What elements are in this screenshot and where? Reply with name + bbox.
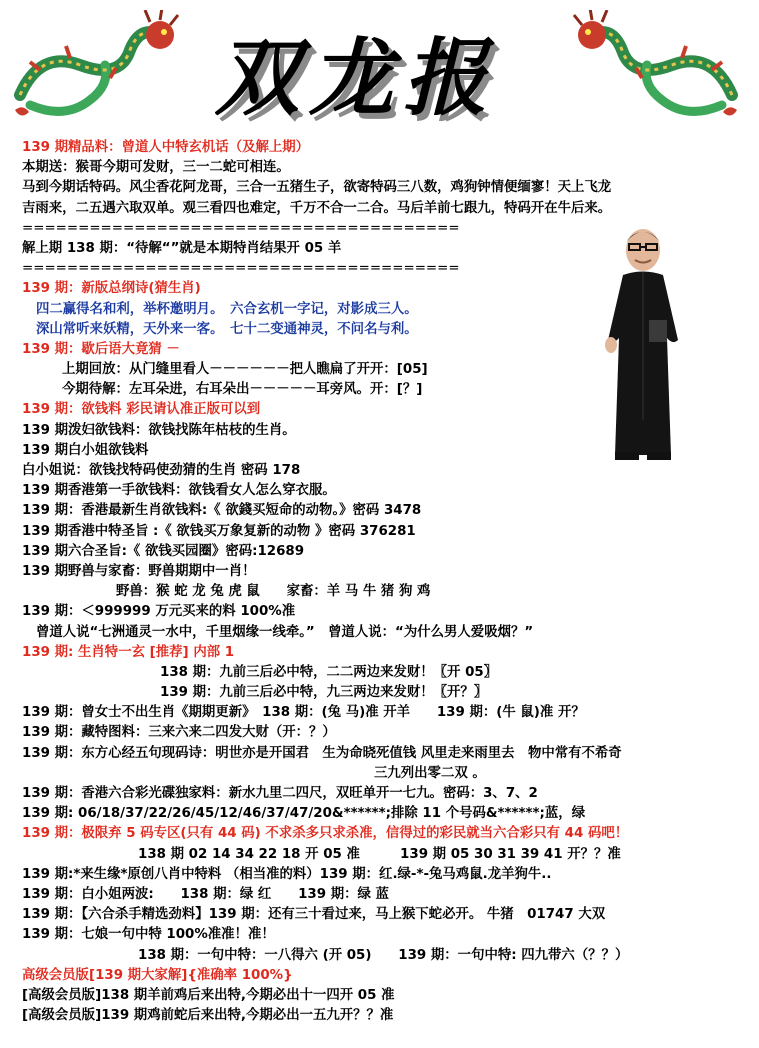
header-banner bbox=[0, 0, 759, 135]
text-line: 139 期: 生肖特一玄 [推荐] 内部 1 bbox=[22, 644, 235, 660]
text-line: 139 期：香港最新生肖欲钱料:《 欲錢买短命的动物。》密码 3478 bbox=[22, 503, 422, 519]
text-line: 本期送：猴哥今期可发财，三一二蛇可相连。 bbox=[22, 160, 290, 176]
text-line: 高级会员版[139 期大家解]{准确率 100%} bbox=[22, 967, 293, 983]
article-body bbox=[22, 138, 722, 1026]
text-line: 139 期：白小姐两波: 138 期：绿 红 139 期：绿 蓝 bbox=[22, 886, 389, 902]
text-line: 139 期：九前三后必中特，九三两边来发财！〖开？〗 bbox=[160, 685, 488, 701]
text-line: [高级会员版]138 期羊前鸡后来出特,今期必出十一四开 05 准 bbox=[22, 987, 395, 1003]
text-line: 四二赢得名和利，举杯邀明月。 六合玄机一字记，对影成三人。 bbox=[36, 301, 418, 317]
text-line: 曾道人说“七洲通灵一水中，千里烟缘一线牵。” 曾道人说：“为什么男人爱吸烟？” bbox=[36, 624, 534, 640]
text-line: [高级会员版]139 期鸡前蛇后来出特,今期必出一五九开？？准 bbox=[22, 1008, 394, 1024]
text-line: 白小姐说：欲钱找特码使劲猜的生肖 密码 178 bbox=[22, 463, 301, 478]
text-line: 139 期：新版总纲诗(猜生肖) bbox=[22, 281, 201, 297]
text-line: 上期回放：从门缝里看人－－－－－－把人瞧扁了开开：[05] bbox=[62, 362, 428, 378]
text-line: 139 期泼妇欲钱料：欲钱找陈年枯枝的生肖。 bbox=[22, 422, 296, 438]
text-line: 139 期: 06/18/37/22/26/45/12/46/37/47/20&******;排除 11 个号码&******;蓝，绿 bbox=[22, 806, 586, 822]
text-line: 138 期：一句中特：一八得六 (开 05) 139 期：一句中特: 四九带六（？？） bbox=[138, 947, 629, 963]
text-line: 139 期：香港六合彩光碟独家料：新水九里二四尺，双旺单开一七九。密码：3、7、2 bbox=[22, 786, 538, 801]
text-line: ======================================= bbox=[22, 220, 460, 236]
text-line: ======================================= bbox=[22, 261, 460, 277]
text-line: 野兽：猴 蛇 龙 兔 虎 鼠 家畜：羊 马 牛 猪 狗 鸡 bbox=[116, 584, 431, 600]
dragon-right-icon bbox=[572, 10, 742, 130]
page-title: 双龙报 bbox=[215, 28, 498, 127]
text-line: 139 期：欲钱料 彩民请认准正版可以到 bbox=[22, 402, 261, 418]
text-line: 139 期：＜999999 万元买来的料 100%准 bbox=[22, 604, 296, 620]
text-line: 139 期白小姐欲钱料 bbox=[22, 442, 149, 458]
text-line: 139 期香港第一手欲钱料：欲钱看女人怎么穿衣服。 bbox=[22, 483, 336, 499]
text-line: 解上期 138 期：“待解“”就是本期特肖结果开 05 羊 bbox=[22, 240, 342, 256]
text-line: 三九列出零二双 。 bbox=[374, 765, 486, 781]
text-line: 139 期：七娘一句中特 100%准准！准！ bbox=[22, 927, 275, 943]
text-line: 139 期：曾女士不出生肖《期期更新》 138 期：(兔 马)准 开羊 139 期：(牛 鼠)准 开？ bbox=[22, 705, 585, 721]
text-line: 深山常听来妖精，天外来一客。 七十二变通神灵，不问名与利。 bbox=[36, 321, 418, 337]
text-line: 139 期：极限弃 5 码专区(只有 44 码) 不求杀多只求杀准，信得过的彩民就当六合彩只有 44 码吧！ bbox=[22, 826, 629, 842]
text-line: 139 期六合圣旨:《 欲钱买园圈》密码:12689 bbox=[22, 543, 305, 559]
text-line: 马到今期话特码。风尘香花阿龙哥，三合一五猪生子，欲寄特码三八数，鸡狗钟情便缅寥！天上飞龙 bbox=[22, 180, 612, 196]
text-line: 139 期：【六合杀手精选劲料】139 期：还有三十看过来，马上猴下蛇必开。 牛猪 01747 大双 bbox=[22, 907, 606, 923]
text-line: 139 期:*来生缘*原创八肖中特料 （相当准的料）139 期：红.绿-*-兔马鸡鼠.龙羊狗牛.. bbox=[22, 866, 552, 882]
text-line: 139 期：歇后语大竟猜 － bbox=[22, 341, 180, 357]
text-line: 139 期野兽与家畜：野兽期期中一肖！ bbox=[22, 563, 256, 579]
text-line: 138 期：九前三后必中特，二二两边来发财！〖开 05〗 bbox=[160, 664, 498, 680]
text-line: 138 期 02 14 34 22 18 开 05 准 139 期 05 30 31 39 41 开？？准 bbox=[138, 846, 621, 862]
text-line: 139 期精品料：曾道人中特玄机话（及解上期） bbox=[22, 140, 310, 155]
text-line: 139 期：东方心经五句现码诗：明世亦是开国君 生为命晓死值钱 风里走来雨里去 物中常有不希奇 bbox=[22, 745, 622, 761]
text-line: 今期待解：左耳朵进，右耳朵出－－－－－耳旁风。开：[？] bbox=[62, 382, 423, 398]
text-line: 139 期：藏特图料：三来六来二四发大财（开：？） bbox=[22, 725, 336, 741]
text-line: 139 期香港中特圣旨 :《 欲钱买万象复新的动物 》密码 376281 bbox=[22, 523, 416, 539]
dragon-left-icon bbox=[10, 10, 180, 130]
text-line: 吉雨来，二五遇六取双单。观三看四也难定，千万不合一二合。马后羊前七跟九，特码开在牛后来。 bbox=[22, 200, 612, 216]
